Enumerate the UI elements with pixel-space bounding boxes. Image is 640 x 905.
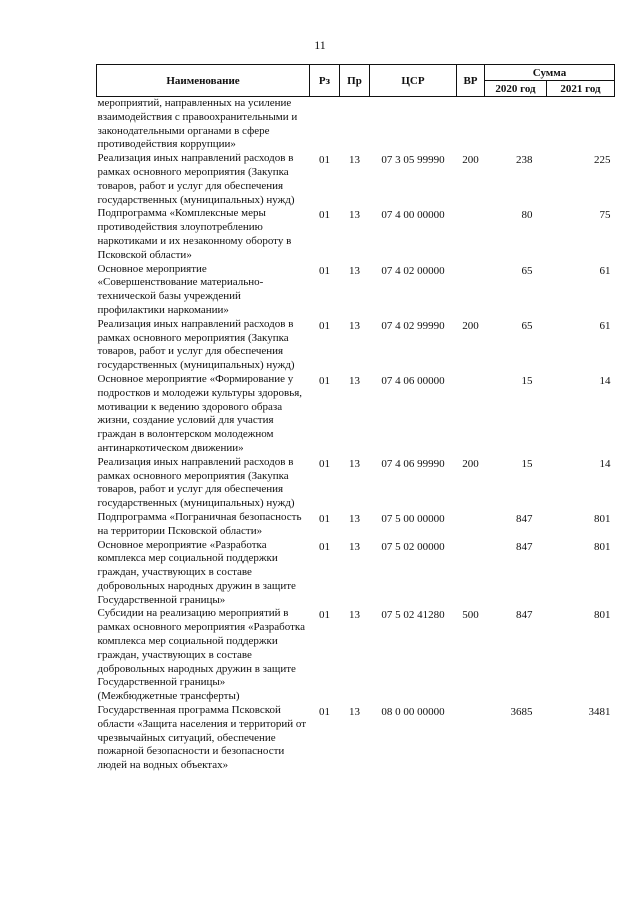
header-pr: Пр <box>340 65 370 97</box>
row-name: Подпрограмма «Комплексные меры противодействия злоупотреблению наркотиками и их незаконному обороту в Псковской области» <box>97 207 292 261</box>
row-pr: 13 <box>349 319 360 332</box>
row-y2021: 225 <box>594 154 611 167</box>
row-y2020: 847 <box>516 512 533 525</box>
row-name: Реализация иных направлений расходов в рамках основного мероприятия (Закупка товаров, работ и услуг для обеспечения государственных (муниципальных) нужд) <box>97 317 295 372</box>
row-rz: 01 <box>319 457 330 470</box>
row-csr: 08 0 00 00000 <box>381 706 445 719</box>
row-csr: 07 4 02 00000 <box>381 264 445 277</box>
row-y2020: 65 <box>521 319 533 332</box>
header-rz: Рз <box>310 65 340 97</box>
row-rz: 01 <box>319 512 330 525</box>
row-rz: 01 <box>319 706 330 719</box>
table-row <box>97 539 615 608</box>
row-y2021: 3481 <box>588 706 611 719</box>
table-row <box>97 207 615 262</box>
row-rz: 01 <box>319 264 330 277</box>
table-body <box>97 97 615 774</box>
row-rz: 01 <box>319 374 330 387</box>
row-vr <box>457 539 485 608</box>
row-y2020: 65 <box>521 264 533 277</box>
row-csr: 07 4 06 00000 <box>381 374 445 387</box>
row-y2021: 14 <box>599 374 611 387</box>
row-y2021: 75 <box>599 209 611 222</box>
row-csr: 07 4 06 99990 <box>381 457 445 470</box>
header-year-2020: 2020 год <box>485 81 547 97</box>
row-pr: 13 <box>349 264 360 277</box>
row-rz: 01 <box>319 319 330 332</box>
row-y2021: 61 <box>599 264 611 277</box>
row-pr: 13 <box>349 512 360 525</box>
header-name: Наименование <box>97 65 310 97</box>
row-name: Основное мероприятие «Разработка комплекса мер социальной поддержки граждан, участвующих в составе добровольных народных дружин в защите Государственной границы» <box>97 538 296 606</box>
row-pr: 13 <box>349 457 360 470</box>
table-row <box>97 152 615 207</box>
row-rz: 01 <box>319 209 330 222</box>
row-csr: 07 3 05 99990 <box>381 154 445 167</box>
header-csr: ЦСР <box>370 65 457 97</box>
row-vr <box>457 511 485 539</box>
row-name: Основное мероприятие «Формирование у подростков и молодежи культуры здоровья, мотивации к ведению здорового образа жизни, создание условий для участия граждан в волонтерском молодежном антинаркотическом движении» <box>97 372 303 454</box>
table-row <box>97 511 615 539</box>
row-name: мероприятий, направленных на усиление взаимодействия с правоохранительными и законодательными органами в сфере противодействия коррупции» <box>97 97 298 151</box>
row-y2020: 80 <box>521 209 533 222</box>
header-vr: ВР <box>457 65 485 97</box>
row-name: Субсидии на реализацию мероприятий в рамках основного мероприятия «Разработка комплекса мер социальной поддержки граждан, участвующих в составе добровольных народных дружин в защите Государственной границы» (Межбюджетные трансферты) <box>97 607 305 703</box>
row-csr: 07 4 02 99990 <box>381 319 445 332</box>
row-vr <box>457 263 485 318</box>
row-pr: 13 <box>349 540 360 553</box>
row-rz: 01 <box>319 154 330 167</box>
row-y2020: 3685 <box>510 706 533 719</box>
row-y2021: 61 <box>599 319 611 332</box>
row-pr: 13 <box>349 209 360 222</box>
table-row <box>97 704 615 773</box>
header-sum: Сумма <box>485 65 615 81</box>
row-vr <box>457 704 485 773</box>
row-pr: 13 <box>349 154 360 167</box>
row-rz: 01 <box>319 540 330 553</box>
row-name: Подпрограмма «Пограничная безопасность на территории Псковской области» <box>97 510 302 537</box>
row-csr: 07 5 00 00000 <box>381 512 445 525</box>
row-y2020: 847 <box>516 540 533 553</box>
row-name: Реализация иных направлений расходов в рамках основного мероприятия (Закупка товаров, работ и услуг для обеспечения государственных (муниципальных) нужд) <box>97 455 295 510</box>
table-row <box>97 373 615 456</box>
row-vr <box>457 373 485 456</box>
row-y2020: 847 <box>516 609 533 622</box>
budget-table <box>96 64 615 773</box>
row-vr: 200 <box>462 319 479 332</box>
row-pr: 13 <box>349 706 360 719</box>
row-vr: 200 <box>462 154 479 167</box>
row-y2020: 238 <box>516 154 533 167</box>
header-year-2021: 2021 год <box>547 81 615 97</box>
row-pr: 13 <box>349 374 360 387</box>
table-row <box>97 263 615 318</box>
row-vr: 500 <box>462 609 479 622</box>
table-row <box>97 607 615 704</box>
table-row <box>97 318 615 373</box>
row-name: Реализация иных направлений расходов в рамках основного мероприятия (Закупка товаров, работ и услуг для обеспечения государственных (муниципальных) нужд) <box>97 152 295 206</box>
page-number: 11 <box>314 38 326 52</box>
row-vr: 200 <box>462 457 479 470</box>
row-y2020: 15 <box>521 457 533 470</box>
row-name: Государственная программа Псковской области «Защита населения и территорий от чрезвычайных ситуаций, обеспечение пожарной безопасности и безопасности людей на водных объектах» <box>97 704 307 772</box>
row-pr: 13 <box>349 609 360 622</box>
row-csr: 07 5 02 41280 <box>381 609 445 622</box>
row-y2021: 801 <box>594 512 611 525</box>
row-csr: 07 5 02 00000 <box>381 540 445 553</box>
row-vr <box>457 207 485 262</box>
row-y2021: 801 <box>594 540 611 553</box>
row-rz: 01 <box>319 609 330 622</box>
row-y2021: 14 <box>599 457 611 470</box>
row-y2021: 801 <box>594 609 611 622</box>
table-row <box>97 456 615 511</box>
table-row-continuation <box>97 97 615 153</box>
row-name: Основное мероприятие «Совершенствование материально-технической базы учреждений профилактики наркомании» <box>97 262 264 316</box>
row-csr: 07 4 00 00000 <box>381 209 445 222</box>
row-y2020: 15 <box>521 374 533 387</box>
